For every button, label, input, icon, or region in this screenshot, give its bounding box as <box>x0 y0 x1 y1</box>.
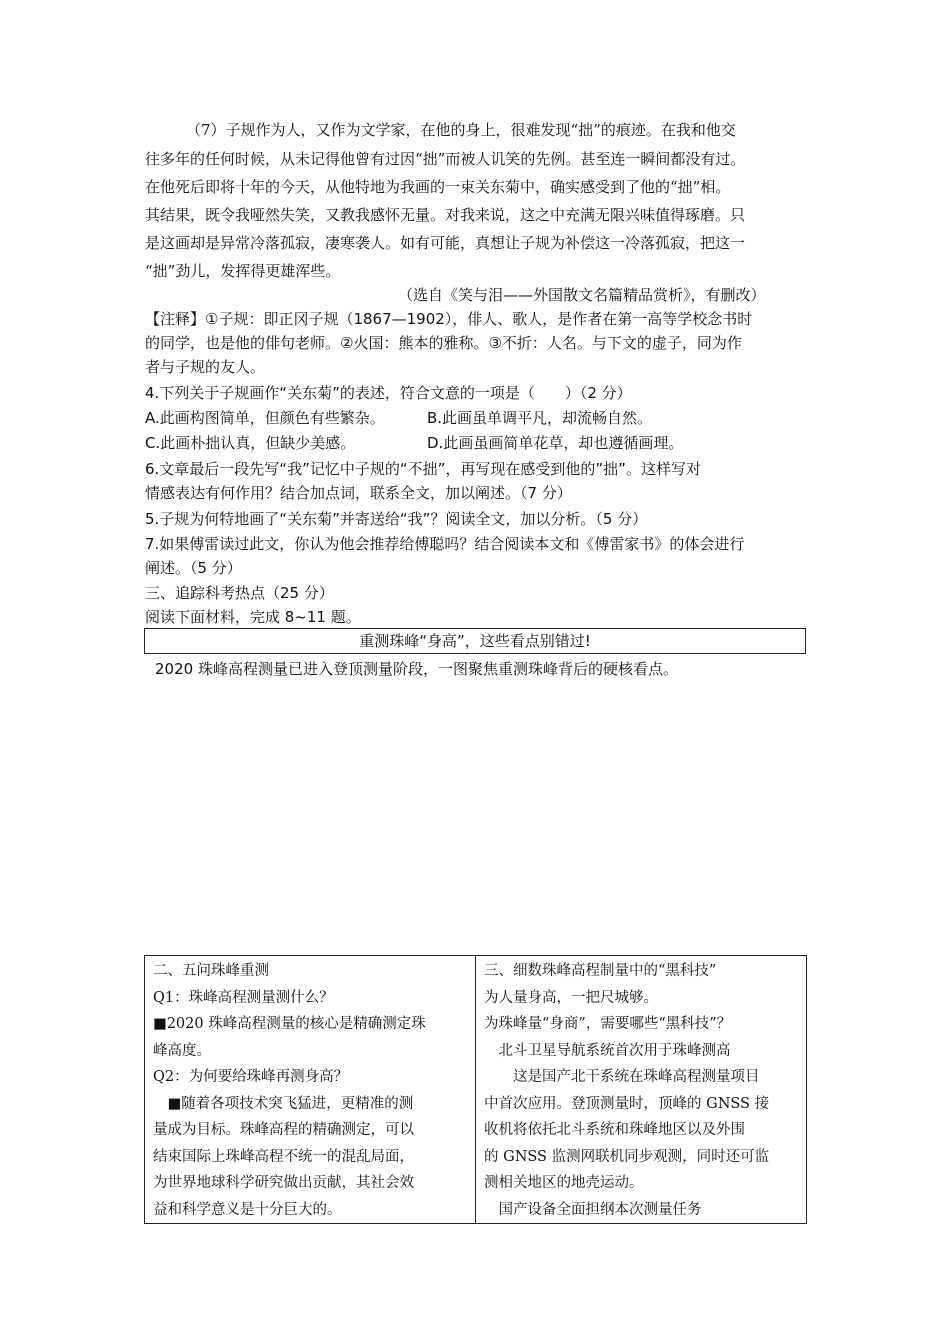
passage-source: （选自《笑与泪——外国散文名篇精品赏析》，有删改） <box>398 286 766 304</box>
table-line: 为珠峰量“身商”，需要哪些“黑科技”？ <box>484 1016 732 1032</box>
passage-line: （7）子规作为人，又作为文学家，在他的身上，很难发现“拙”的痕迹。在我和他交 <box>186 121 736 139</box>
passage-line: 是这画却是异常冷落孤寂，凄寒袭人。如有可能，真想让子规为补偿这一冷落孤寂，把这一 <box>145 234 746 252</box>
table-line: 峰高度。 <box>153 1042 211 1059</box>
question-6-line: 6.文章最后一段先写“我”记忆中子规的“不拙”，再写现在感受到他的”拙”。这样写对 <box>145 460 701 478</box>
passage-line: 在他死后即将十年的今天，从他特地为我画的一束关东菊中，确实感受到了他的“拙”相。 <box>145 178 731 196</box>
table-line: 测相关地区的地壳运动。 <box>484 1175 644 1191</box>
question-7-line: 阐述。（5 分） <box>145 559 242 577</box>
question-4: 4.下列关于子规画作“关东菊”的表述，符合文意的一项是（ ）（2 分） <box>145 384 632 402</box>
passage-line: 其结果，既令我哑然失笑，又教我感怀无量。对我来说，这之中充满无限兴味值得琢磨。只 <box>145 206 746 224</box>
question-5: 5.子规为何特地画了“关东菊”并寄送给“我”？阅读全文，加以分析。（5 分） <box>145 510 648 528</box>
section-instruction: 阅读下面材料，完成 8~11 题。 <box>145 608 361 626</box>
table-line: ■2020 珠峰高程测量的核心是精确测定珠 <box>153 1016 426 1032</box>
right-cell <box>476 956 807 1224</box>
table-line: Q1：珠峰高程测量测什么？ <box>153 989 334 1006</box>
table-line: 的 GNSS 监测网联机同步观测，同时还可监 <box>484 1148 770 1165</box>
table-line: Q2：为何要给珠峰再测身高？ <box>153 1069 349 1085</box>
table-line: 二、五问珠峰重测 <box>153 963 269 979</box>
option-c: C.此画朴拙认真，但缺少美感。 <box>145 434 356 452</box>
table-line: 三、细数珠峰高程制量中的“黑科技” <box>484 963 717 979</box>
table-line: ■随着各项技术突飞猛进，更精准的测 <box>153 1095 414 1112</box>
table-line: 这是国产北干系统在珠峰高程测量项目 <box>484 1069 760 1085</box>
question-7-line: 7.如果傅雷读过此文，你认为他会推荐给傅聪吗？结合阅读本文和《傅雷家书》的体会进行 <box>145 535 745 553</box>
left-cell <box>145 956 476 1224</box>
material-title-box: 重测珠峰“身高”，这些看点别错过! <box>144 628 806 654</box>
table-line: 结束国际上珠峰高程不统一的混乱局面， <box>153 1148 414 1165</box>
info-table <box>144 955 807 1224</box>
table-line: 北斗卫星导航系统首次用于珠峰测高 <box>484 1042 731 1059</box>
table-line: 中首次应用。登顶测量时，顶峰的 GNSS 接 <box>484 1095 770 1112</box>
table-line: 益和科学意义是十分巨大的。 <box>153 1201 342 1218</box>
table-line: 为人量身高，一把尺城够。 <box>484 989 658 1006</box>
table-line: 量成为目标。珠峰高程的精确测定，可以 <box>153 1122 414 1138</box>
note-line: 的同学，也是他的俳句老师。②火国：熊本的雅称。③不折：人名。与下文的虚子，同为作 <box>145 334 742 352</box>
note-line: 【注释】①子规：即正冈子规（1867—1902），俳人、歌人，是作者在第一高等学校念书时 <box>145 310 753 328</box>
question-6-line: 情感表达有何作用？结合加点词，联系全文，加以阐述。（7 分） <box>145 484 572 502</box>
option-d: D.此画虽画简单花草，却也遵循画理。 <box>427 434 684 452</box>
option-b: B.此画虽单调平凡，却流畅自然。 <box>427 409 653 427</box>
note-line: 者与子规的友人。 <box>145 358 266 376</box>
material-intro: 2020 珠峰高程测量已进入登顶测量阶段，一图聚焦重测珠峰背后的硬核看点。 <box>155 660 678 678</box>
section-heading: 三、追踪科考热点（25 分） <box>145 584 334 602</box>
table-line: 国产设备全面担纲本次测量任务 <box>484 1201 702 1218</box>
passage-line: 往多年的任何时候，从未记得他曾有过因“拙”而被人讥笑的先例。甚至连一瞬间都没有过。 <box>145 150 746 168</box>
passage-line: “拙”劲儿，发挥得更雄浑些。 <box>145 262 341 280</box>
table-line: 为世界地球科学研究做出贡献，其社会效 <box>153 1175 414 1191</box>
table-line: 收机将依托北斗系统和珠峰地区以及外围 <box>484 1122 745 1138</box>
option-a: A.此画构图简单，但颜色有些繁杂。 <box>145 409 385 427</box>
